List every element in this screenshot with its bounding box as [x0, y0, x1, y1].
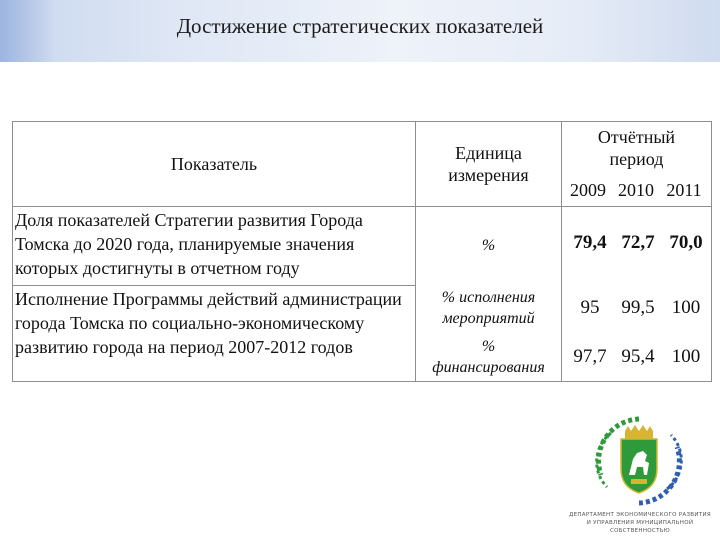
table-divider — [13, 285, 415, 286]
header-period — [562, 122, 711, 174]
tomsk-coat-of-arms-icon — [621, 425, 657, 493]
year-header: 2011 — [666, 180, 702, 200]
value-cell: 100 — [671, 346, 701, 367]
title-bar — [0, 0, 720, 62]
year-header: 2009 — [570, 180, 606, 200]
logo-caption-line-1: ДЕПАРТАМЕНТ ЭКОНОМИЧЕСКОГО РАЗВИТИЯ — [568, 512, 711, 518]
header-unit — [416, 122, 561, 206]
page-title: Достижение стратегических показателей — [176, 14, 544, 38]
value-cell: 95,4 — [621, 346, 655, 367]
header-period-label: Отчётный период — [597, 127, 676, 169]
row-unit: % финансирования — [432, 338, 545, 376]
value-cell: 70,0 — [669, 232, 703, 253]
value-cell: 100 — [671, 297, 701, 318]
row-indicator: Исполнение Программы действий администрации города Томска по социально-экономическому развитию города на период 2007-2012 годов — [15, 289, 402, 357]
table-divider — [13, 206, 711, 207]
row-indicator: Доля показателей Стратегии развития Города Томска до 2020 года, планируемые значения которых достигнуты в отчетном году — [15, 210, 363, 278]
value-cell: 72,7 — [621, 232, 655, 253]
row-unit: % исполнения мероприятий — [441, 289, 536, 327]
department-logo — [591, 413, 687, 509]
indicators-table — [12, 121, 712, 382]
logo-caption-line-2: И УПРАВЛЕНИЯ МУНИЦИПАЛЬНОЙ СОБСТВЕННОСТЬЮ — [586, 520, 694, 534]
header-indicator: Показатель — [170, 153, 258, 174]
year-header: 2010 — [618, 180, 654, 200]
value-cell: 79,4 — [573, 232, 607, 253]
value-cell: 97,7 — [573, 346, 607, 367]
row-unit: % — [481, 237, 496, 254]
value-cell: 99,5 — [621, 297, 655, 318]
value-cell: 95 — [580, 297, 600, 318]
header-unit-label: Единица измерения — [448, 143, 529, 185]
